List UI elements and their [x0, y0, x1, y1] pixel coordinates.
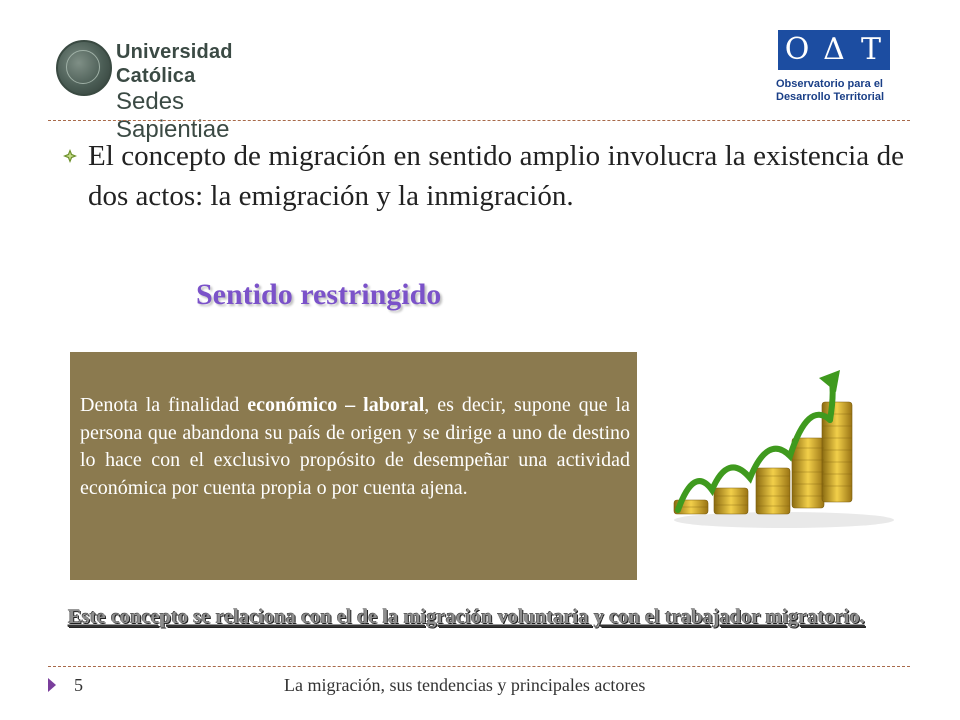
university-logo — [56, 40, 286, 143]
definition-text-suffix: , es decir, supone que la persona que abandona su país de origen y se dirige a uno de destino lo hace con el exclusivo propósito de desempeñar una actividad económica por cuenta propia o por cuenta ajena. — [80, 394, 630, 499]
university-seal-icon — [56, 40, 112, 96]
definition-text-bold: económico – laboral — [247, 394, 425, 416]
university-name-line2: Sedes Sapientiae — [116, 88, 230, 143]
university-name — [116, 40, 286, 144]
footnote — [68, 604, 894, 631]
bullet-text: El concepto de migración en sentido amplio involucra la existencia de dos actos: la emigración y la inmigración. — [88, 140, 904, 212]
definition-box — [70, 352, 637, 580]
oat-caption-line2: Desarrollo Territorial — [776, 91, 884, 103]
section-heading: Sentido restringido — [196, 278, 442, 311]
footnote-text: Este concepto se relaciona con el de la migración voluntaria y con el trabajador migratorio. — [68, 606, 865, 628]
oat-caption — [776, 78, 884, 104]
oat-letter-o: O — [784, 32, 810, 67]
definition-text — [80, 392, 630, 502]
footer-divider — [48, 666, 910, 667]
diamond-bullet-icon — [62, 148, 78, 164]
header-divider — [48, 120, 910, 121]
footer-arrow-icon — [47, 677, 57, 693]
oat-letter-t: T — [860, 32, 881, 67]
oat-caption-line1: Observatorio para el — [776, 78, 883, 90]
university-name-line1: Universidad Católica — [116, 41, 233, 87]
definition-text-prefix: Denota la finalidad — [80, 394, 248, 416]
oat-logo — [770, 30, 900, 105]
coins-growth-illustration — [664, 360, 904, 530]
page-number: 5 — [74, 675, 83, 695]
oat-letter-delta: Δ — [823, 32, 845, 67]
footer-title: La migración, sus tendencias y principales actores — [284, 675, 646, 695]
oat-logo-box — [778, 30, 890, 70]
